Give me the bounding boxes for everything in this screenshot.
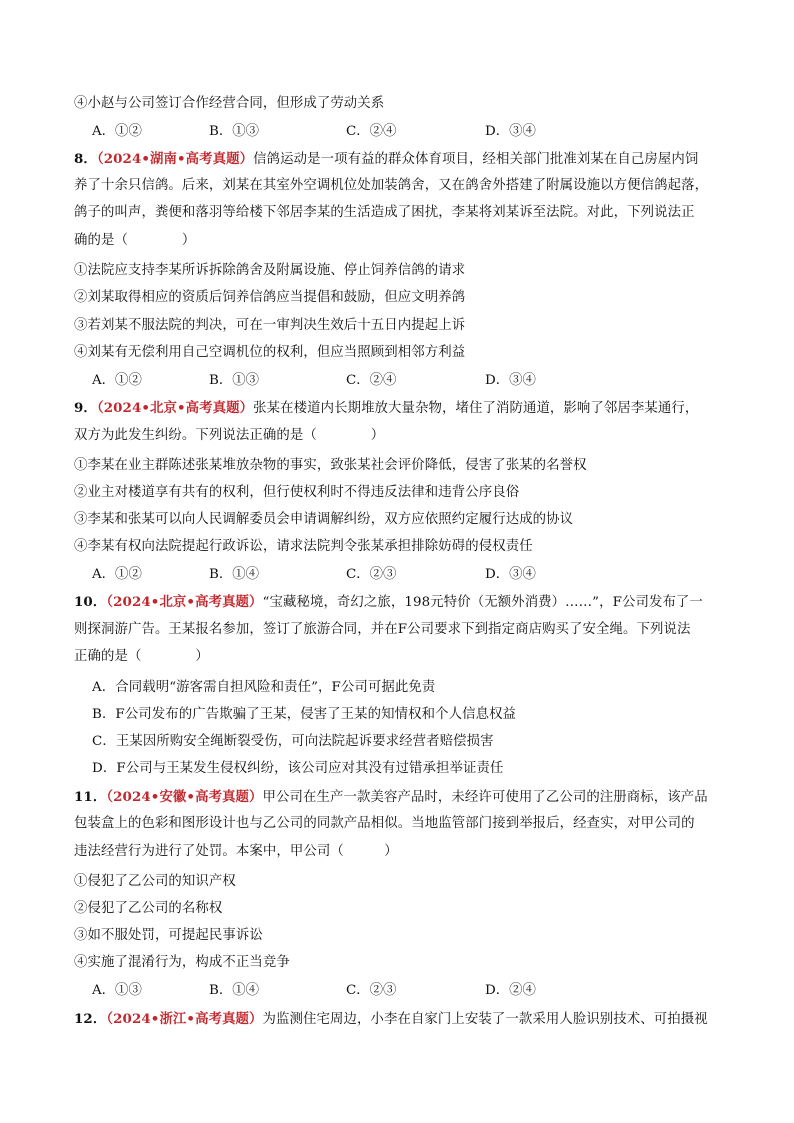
question-source: （2024•安徽•高考真题）: [106, 789, 263, 805]
question-9-line-2: 双方为此发生纠纷。下列说法正确的是（ ）: [74, 428, 385, 443]
question-11-line-1: [74, 787, 708, 808]
choice-b: B．F公司发布的广告欺骗了王某，侵害了王某的知情权和个人信息权益: [92, 707, 517, 722]
statement-4: ④李某有权向法院提起行政诉讼，请求法院判令张某承担排除妨碍的侵权责任: [74, 539, 533, 554]
statement-4: ④实施了混淆行为，构成不正当竞争: [74, 955, 290, 970]
statement-2: ②业主对楼道享有共有的权利，但行使权利时不得违反法律和违背公序良俗: [74, 485, 520, 500]
question-text: 信鸽运动是一项有益的群众体育项目，经相关部门批准刘某在自己房屋内饲: [253, 152, 699, 167]
option-d: D．③④: [485, 124, 536, 139]
choice-a: A．合同载明“游客需自担风险和责任”，F公司可据此免责: [92, 680, 436, 695]
option-a: A．①②: [92, 567, 142, 582]
option-d: D．③④: [485, 567, 536, 582]
choice-c: C．王某因所购安全绳断裂受伤，可向法院起诉要求经营者赔偿损害: [92, 734, 494, 749]
question-9-line-1: [74, 398, 698, 419]
option-b: B．①③: [209, 373, 260, 388]
question-8-line-1: [74, 149, 698, 170]
question-number: 12．: [74, 1011, 107, 1027]
option-a: A．①②: [92, 124, 142, 139]
question-8-line-4: 确的是（ ）: [74, 233, 196, 248]
question-source: （2024•北京•高考真题）: [106, 594, 263, 610]
option-c: C．②④: [346, 124, 397, 139]
question-8-line-3: 鸽子的叫声，粪便和落羽等给楼下邻居李某的生活造成了困扰，李某将刘某诉至法院。对此，下列说法正: [74, 205, 695, 220]
statement-3: ③李某和张某可以向人民调解委员会申请调解纠纷，双方应依照约定履行达成的协议: [74, 512, 574, 527]
statement-1: ①李某在业主群陈述张某堆放杂物的事实，致张某社会评价降低，侵害了张某的名誉权: [74, 458, 587, 473]
question-source: （2024•湖南•高考真题）: [96, 151, 254, 167]
question-number: 9．: [74, 400, 97, 416]
question-11-line-2: 包装盒上的色彩和图形设计也与乙公司的同款产品相似。当地监管部门接到举报后，经查实，对甲公司的: [74, 816, 695, 831]
option-c: C．②③: [346, 567, 397, 582]
option-d: D．③④: [485, 373, 536, 388]
option-a: A．①③: [92, 983, 142, 998]
statement-2: ②刘某取得相应的资质后饲养信鸽应当提倡和鼓励，但应文明养鸽: [74, 290, 466, 305]
question-number: 10．: [74, 594, 107, 610]
question-text: 张某在楼道内长期堆放大量杂物，堵住了消防通道，影响了邻居李某通行，: [253, 401, 699, 416]
statement-3: ③如不服处罚，可提起民事诉讼: [74, 928, 263, 943]
choice-d: D．F公司与王某发生侵权纠纷，该公司应对其没有过错承担举证责任: [92, 761, 504, 776]
statement-4: ④刘某有无偿利用自己空调机位的权利，但应当照顾到相邻方利益: [74, 345, 466, 360]
question-text: “宝藏秘境，奇幻之旅，198元特价（无额外消费）……”，F公司发布了一: [262, 595, 703, 610]
question-source: （2024•北京•高考真题）: [96, 400, 254, 416]
option-b: B．①④: [209, 567, 260, 582]
option-b: B．①③: [209, 124, 260, 139]
question-text: 为监测住宅周边，小李在自家门上安装了一款采用人脸识别技术、可拍摄视: [262, 1012, 708, 1027]
statement-3: ③若刘某不服法院的判决，可在一审判决生效后十五日内提起上诉: [74, 318, 466, 333]
option-a: A．①②: [92, 373, 142, 388]
option-c: C．②④: [346, 373, 397, 388]
question-number: 8．: [74, 151, 97, 167]
option-d: D．②④: [485, 983, 536, 998]
statement-4: ④小赵与公司签订合作经营合同，但形成了劳动关系: [74, 96, 385, 111]
question-8-line-2: 养了十余只信鸽。后来，刘某在其室外空调机位处加装鸽舍，又在鸽舍外搭建了附属设施以方便信鸽起落，: [74, 178, 709, 193]
option-b: B．①④: [209, 983, 260, 998]
option-c: C．②③: [346, 983, 397, 998]
question-10-line-1: [74, 592, 703, 613]
question-number: 11．: [74, 789, 107, 805]
statement-1: ①侵犯了乙公司的知识产权: [74, 874, 236, 889]
question-text: 甲公司在生产一款美容产品时，未经许可使用了乙公司的注册商标，该产品: [262, 790, 708, 805]
statement-2: ②侵犯了乙公司的名称权: [74, 901, 223, 916]
question-source: （2024•浙江•高考真题）: [106, 1011, 263, 1027]
question-11-line-3: 违法经营行为进行了处罚。本案中，甲公司（ ）: [74, 844, 398, 859]
question-10-line-2: 则探洞游广告。王某报名参加，签订了旅游合同，并在F公司要求下到指定商店购买了安全绳。下列说法: [74, 622, 691, 637]
question-12-line-1: [74, 1009, 708, 1030]
statement-1: ①法院应支持李某所诉拆除鸽舍及附属设施、停止饲养信鸽的请求: [74, 263, 466, 278]
question-10-line-3: 正确的是（ ）: [74, 649, 209, 664]
